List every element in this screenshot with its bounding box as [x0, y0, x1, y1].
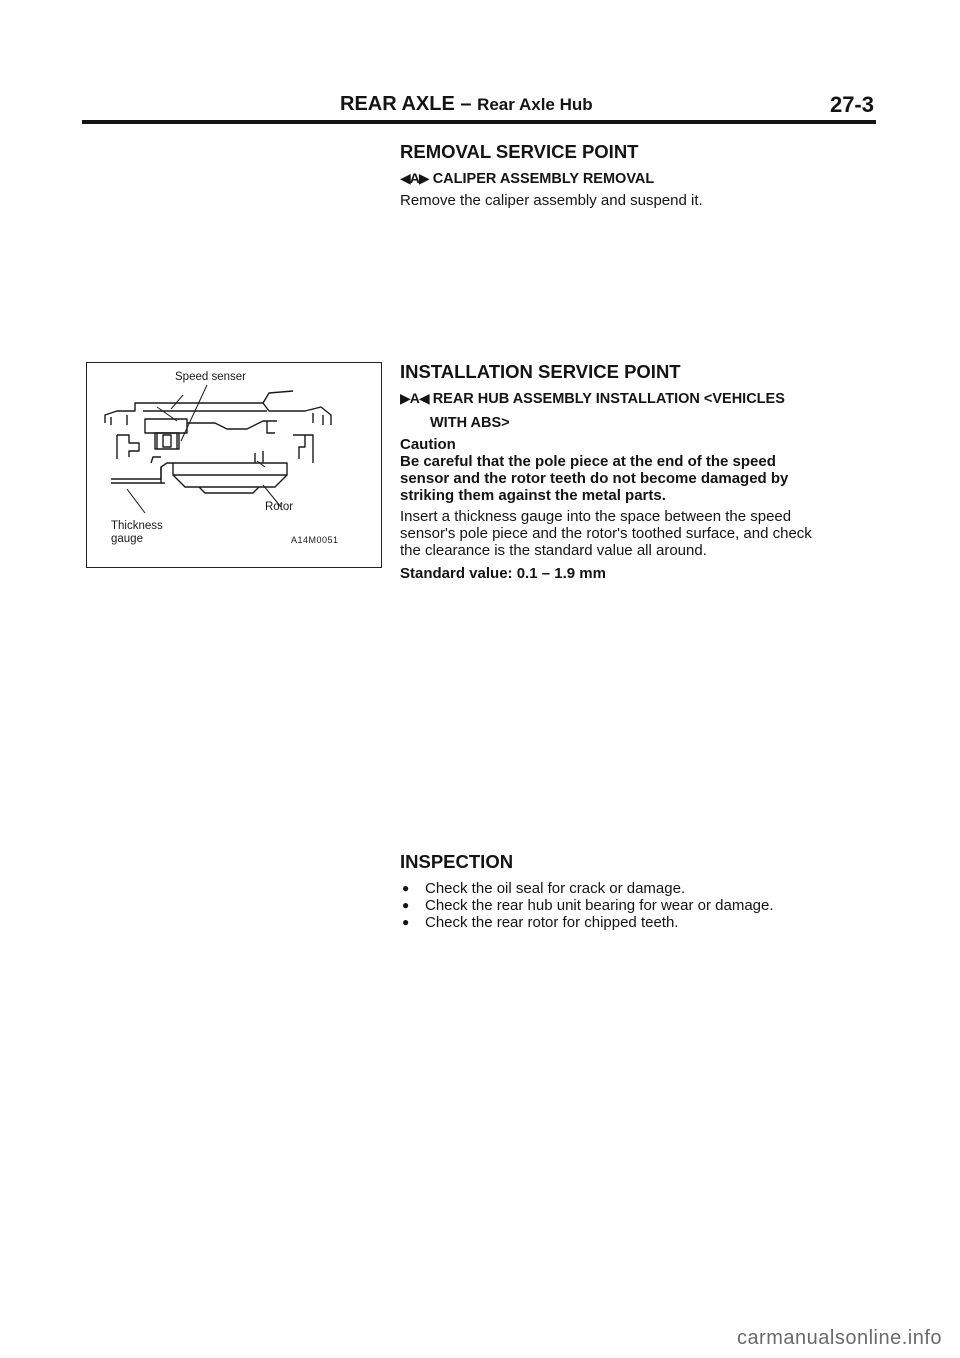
instruction-line-2: sensor's pole piece and the rotor's toothed surface, and check — [400, 525, 812, 542]
figure-code: A14M0051 — [291, 535, 339, 545]
instruction-line-3: the clearance is the standard value all around. — [400, 542, 707, 559]
standard-value: Standard value: 0.1 – 1.9 mm — [400, 565, 606, 582]
caution-label: Caution — [400, 436, 456, 453]
thickness-label: Thickness — [111, 520, 163, 532]
page-header — [82, 88, 876, 124]
watermark: carmanualsonline.info — [736, 1327, 942, 1349]
inspection-list — [400, 880, 880, 931]
list-item — [400, 880, 880, 897]
header-separator: – — [460, 93, 472, 115]
installation-section — [400, 361, 880, 582]
gauge-label: gauge — [111, 533, 143, 545]
speed-sensor-label: Speed senser — [175, 371, 246, 383]
installation-subheading — [400, 389, 880, 408]
page-number: 27-3 — [829, 92, 874, 117]
installation-subheading-line2: WITH ABS> — [430, 415, 510, 431]
bullet-icon: ● — [402, 881, 410, 895]
header-title — [340, 93, 593, 116]
caution-line-3: striking them against the metal parts. — [400, 487, 666, 504]
removal-section — [400, 141, 880, 209]
service-marker-icon: ▶A◀ — [400, 390, 429, 406]
installation-heading: INSTALLATION SERVICE POINT — [400, 361, 681, 382]
removal-subheading — [400, 169, 880, 188]
inspection-section — [400, 851, 880, 931]
list-item — [400, 914, 880, 931]
removal-subheading-text: CALIPER ASSEMBLY REMOVAL — [432, 171, 655, 187]
caution-line-2: sensor and the rotor teeth do not become damaged by — [400, 470, 789, 487]
installation-subheading-line1: REAR HUB ASSEMBLY INSTALLATION <VEHICLES — [432, 391, 785, 407]
inspection-item-text: Check the rear hub unit bearing for wear or damage. — [425, 897, 774, 914]
list-item — [400, 897, 880, 914]
bullet-icon: ● — [402, 915, 410, 929]
speed-sensor-figure — [86, 362, 382, 568]
instruction-line-1: Insert a thickness gauge into the space between the speed — [400, 508, 792, 525]
rotor-label: Rotor — [265, 501, 294, 513]
header-subsection: Rear Axle Hub — [477, 95, 593, 114]
removal-heading: REMOVAL SERVICE POINT — [400, 141, 639, 162]
inspection-item-text: Check the rear rotor for chipped teeth. — [425, 914, 679, 931]
header-rule — [82, 120, 876, 124]
service-marker-icon: ◀A▶ — [400, 170, 429, 186]
header-section: REAR AXLE — [340, 93, 455, 115]
caution-line-1: Be careful that the pole piece at the end of the speed — [400, 453, 776, 470]
inspection-heading: INSPECTION — [400, 851, 514, 872]
bullet-icon: ● — [402, 898, 410, 912]
inspection-item-text: Check the oil seal for crack or damage. — [425, 880, 686, 897]
removal-text: Remove the caliper assembly and suspend it. — [400, 192, 703, 209]
